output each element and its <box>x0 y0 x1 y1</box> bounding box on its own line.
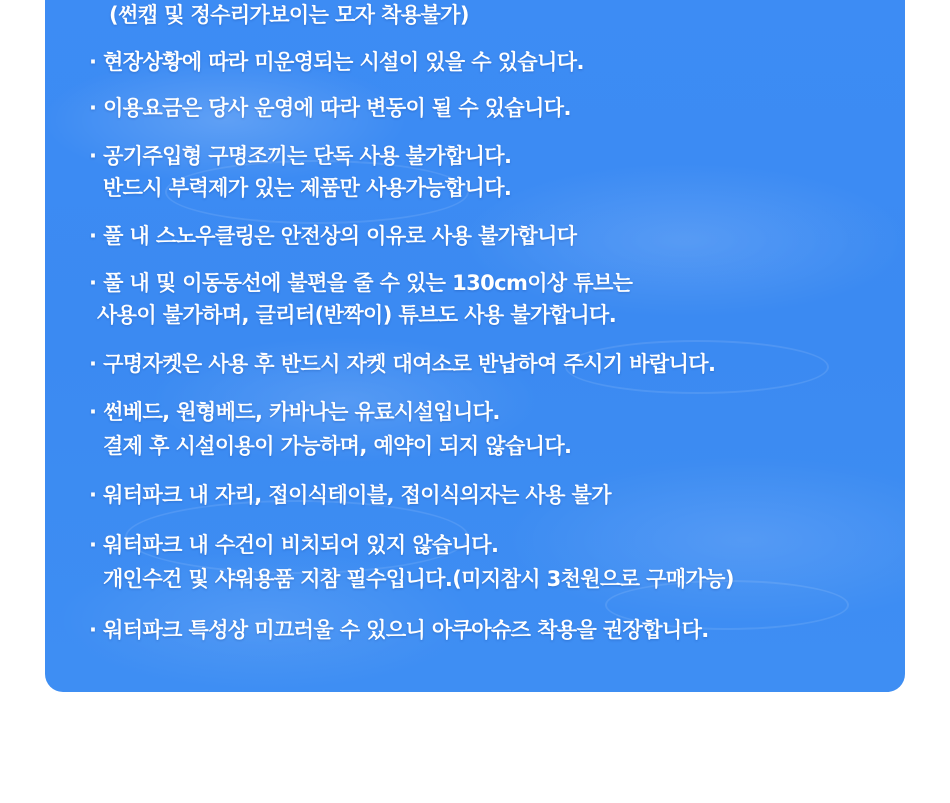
notice-item-tube: · 풀 내 및 이동동선에 불편을 줄 수 있는 130cm이상 튜브는 <box>89 271 633 295</box>
notice-item-fee-change: · 이용요금은 당사 운영에 따라 변동이 될 수 있습니다. <box>89 96 571 120</box>
notice-item-life-vest: · 공기주입형 구명조끼는 단독 사용 불가합니다. <box>89 144 512 168</box>
notice-item-towel-detail: 개인수건 및 샤워용품 지참 필수입니다.(미지참시 3천원으로 구매가능) <box>103 567 734 591</box>
notice-item-tube-detail: 사용이 불가하며, 글리터(반짝이) 튜브도 사용 불가합니다. <box>97 303 617 327</box>
notice-item-paid-facilities: · 썬베드, 원형베드, 카바나는 유료시설입니다. <box>89 400 500 424</box>
notice-item-jacket-return: · 구명자켓은 사용 후 반드시 자켓 대여소로 반납하여 주시기 바랍니다. <box>89 352 716 376</box>
notice-item-aqua-shoes: · 워터파크 특성상 미끄러울 수 있으니 아쿠아슈즈 착용을 권장합니다. <box>89 618 709 642</box>
notice-item-life-vest-detail: 반드시 부력제가 있는 제품만 사용가능합니다. <box>103 176 512 200</box>
notice-card <box>45 0 905 692</box>
notice-item-paid-facilities-detail: 결제 후 시설이용이 가능하며, 예약이 되지 않습니다. <box>103 434 572 458</box>
notice-item-towel: · 워터파크 내 수건이 비치되어 있지 않습니다. <box>89 533 499 557</box>
notice-item-unoperated-facilities: · 현장상황에 따라 미운영되는 시설이 있을 수 있습니다. <box>89 50 584 74</box>
notice-item-seating: · 워터파크 내 자리, 접이식테이블, 접이식의자는 사용 불가 <box>89 483 611 507</box>
notice-item-snorkeling: · 풀 내 스노우클링은 안전상의 이유로 사용 불가합니다 <box>89 224 577 248</box>
headgear-note: (썬캡 및 정수리가보이는 모자 착용불가) <box>109 3 469 27</box>
